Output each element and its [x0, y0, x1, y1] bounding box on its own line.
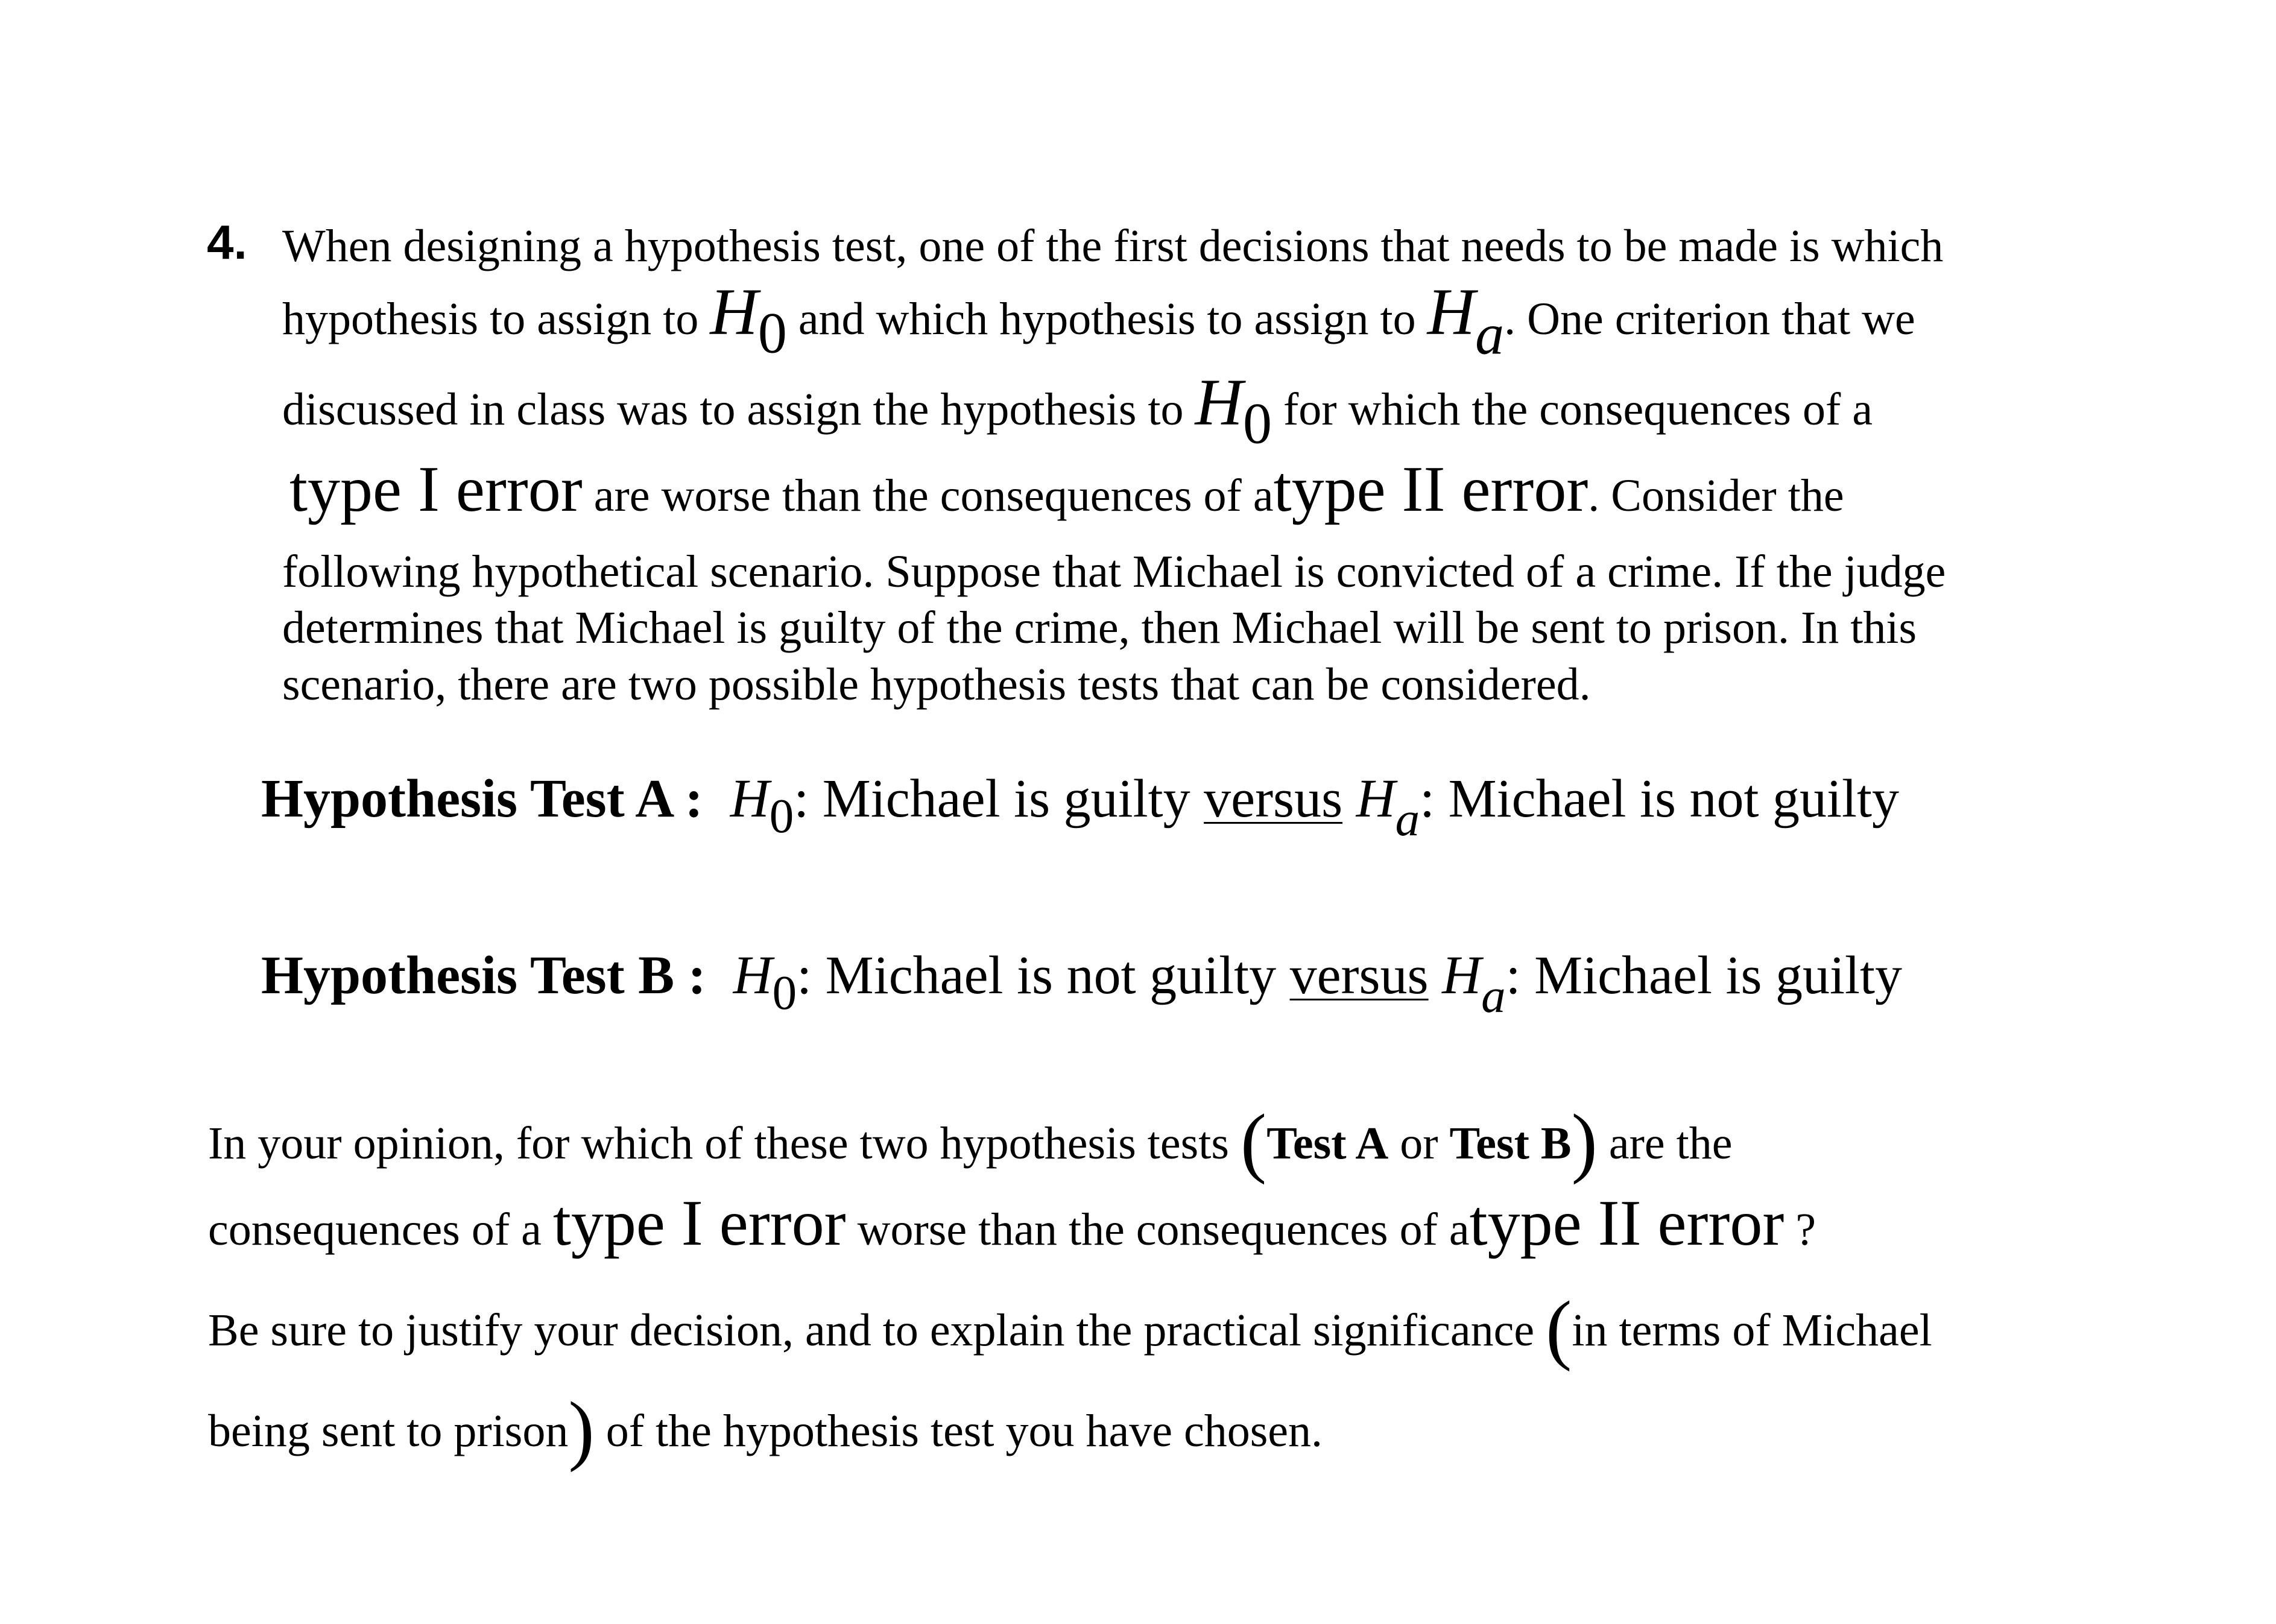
- versus-word: versus: [1289, 946, 1429, 1005]
- versus-word: versus: [1204, 769, 1343, 829]
- test-a-label: Hypothesis Test A :: [261, 769, 703, 829]
- ha-symbol: Ha: [1356, 769, 1420, 846]
- prompt-line-1: In your opinion, for which of these two hypothesis tests (Test A or Test B) are the: [208, 1098, 1733, 1186]
- question-line-1: When designing a hypothesis test, one of the first decisions that needs to be made is which: [282, 221, 1944, 271]
- test-a-ref: Test A: [1266, 1118, 1389, 1169]
- prompt-line-3: Be sure to justify your decision, and to explain the practical significance (in terms of Michael: [208, 1285, 1932, 1373]
- type-2-error-term: type II error: [1469, 1187, 1784, 1259]
- question-line-7: scenario, there are two possible hypothesis tests that can be considered.: [282, 659, 1591, 710]
- type-1-error-term: type I error: [289, 453, 583, 525]
- question-line-5: following hypothetical scenario. Suppose that Michael is convicted of a crime. If the judge: [282, 546, 1946, 597]
- prompt-line-4: being sent to prison) of the hypothesis test you have chosen.: [208, 1386, 1323, 1473]
- type-2-error-term: type II error: [1273, 453, 1588, 525]
- ha-symbol: Ha: [1427, 275, 1505, 367]
- h0-symbol: $H_0$: [733, 946, 797, 1020]
- prompt-line-2: consequences of a type I error worse than the consequences of atype II error ?: [208, 1187, 1816, 1259]
- question-line-4: type I error are worse than the consequences of atype II error. Consider the: [289, 453, 1844, 525]
- type-1-error-term: type I error: [552, 1187, 846, 1259]
- h0-symbol: $H_0$: [730, 769, 794, 843]
- hypothesis-test-b: Hypothesis Test B : $H_0$: Michael is not guilty versus Ha: Michael is guilty: [261, 946, 1902, 1023]
- hypothesis-test-a: Hypothesis Test A : $H_0$: Michael is guilty versus Ha: Michael is not guilty: [261, 769, 1900, 846]
- question-line-6: determines that Michael is guilty of the crime, then Michael will be sent to prison. In this: [282, 602, 1917, 653]
- ha-symbol: Ha: [1442, 946, 1506, 1023]
- h0-symbol: H0: [710, 275, 787, 365]
- h0-symbol: H0: [1195, 365, 1272, 456]
- test-b-ref: Test B: [1449, 1118, 1572, 1169]
- question-line-2: hypothesis to assign to H0 and which hypothesis to assign to Ha. One criterion that we: [282, 275, 1915, 367]
- question-number: 4.: [207, 215, 247, 269]
- test-b-label: Hypothesis Test B :: [261, 946, 706, 1005]
- question-line-3: discussed in class was to assign the hypothesis to H0 for which the consequences of a: [282, 365, 1873, 456]
